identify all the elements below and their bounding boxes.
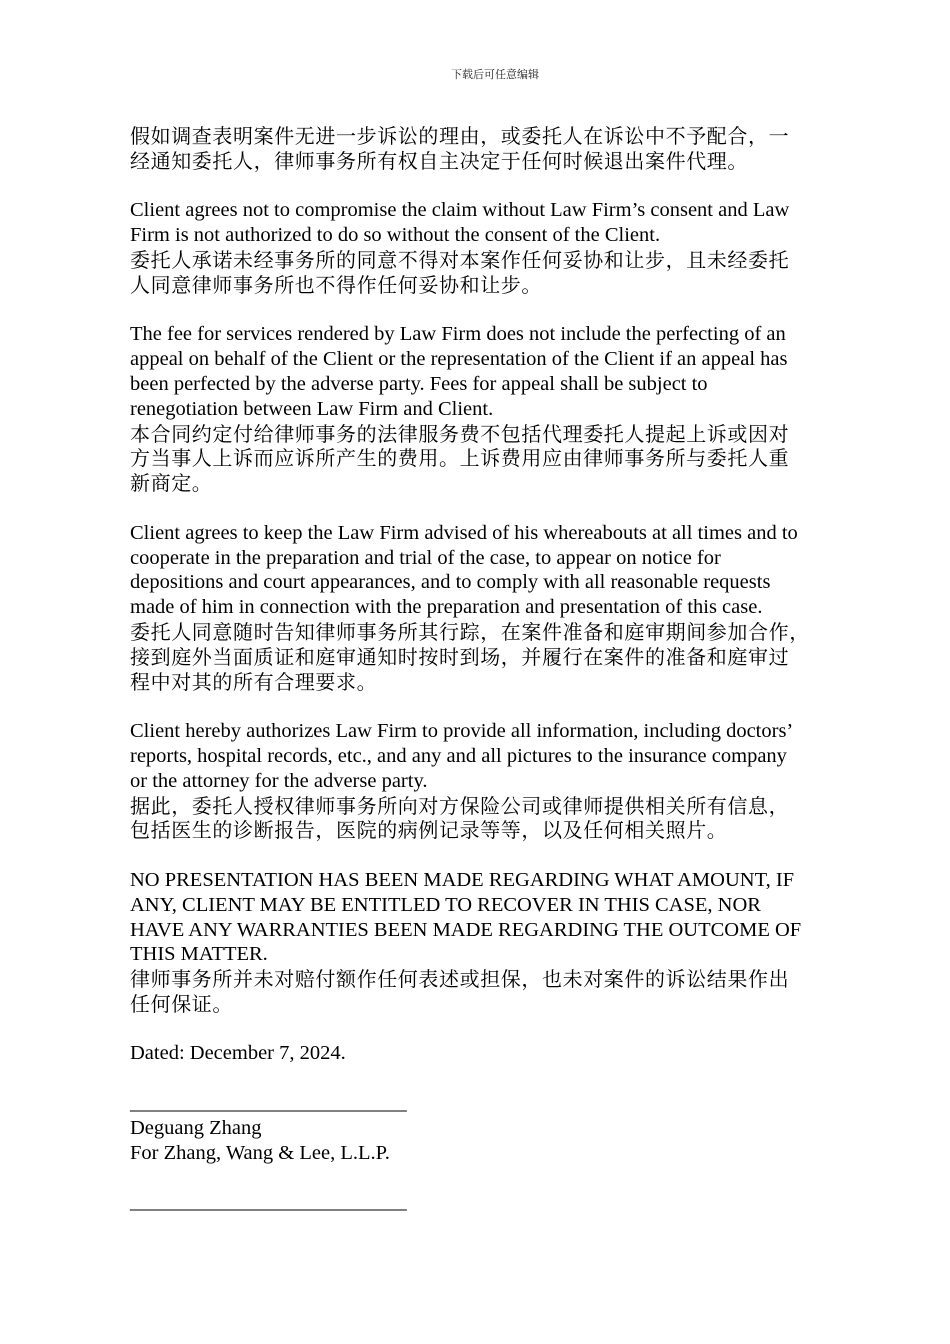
paragraph-cooperation <box>130 521 890 695</box>
text-line: 新商定。 <box>130 471 213 496</box>
document-body <box>130 124 890 1215</box>
signer-firm: For Zhang, Wang & Lee, L.L.P. <box>130 1141 390 1164</box>
second-signature-line: ___________________________ <box>130 1191 407 1214</box>
paragraph-information <box>130 719 890 843</box>
signature-block <box>130 1091 890 1165</box>
text-line: cooperate in the preparation and trial of the case, to appear on notice for <box>130 546 721 569</box>
text-line: 经通知委托人，律师事务所有权自主决定于任何时候退出案件代理。 <box>130 148 748 173</box>
text-line: 委托人承诺未经事务所的同意不得对本案作任何妥协和让步，且未经委托 <box>130 247 790 272</box>
text-line: HAVE ANY WARRANTIES BEEN MADE REGARDING THE OUTCOME OF <box>130 918 802 941</box>
paragraph-appeal-fee <box>130 322 890 496</box>
text-line: 方当事人上诉而应诉所产生的费用。上诉费用应由律师事务所与委托人重 <box>130 446 790 471</box>
text-line: appeal on behalf of the Client or the representation of the Client if an appeal has <box>130 348 788 371</box>
text-line: made of him in connection with the preparation and presentation of this case. <box>130 596 763 619</box>
text-line: Client agrees to keep the Law Firm advised of his whereabouts at all times and to <box>130 521 798 544</box>
dated-text: Dated: December 7, 2024. <box>130 1042 346 1065</box>
signer-name: Deguang Zhang <box>130 1116 262 1139</box>
paragraph-compromise <box>130 198 890 297</box>
text-line: NO PRESENTATION HAS BEEN MADE REGARDING WHAT AMOUNT, IF <box>130 868 795 891</box>
text-line: 接到庭外当面质证和庭审通知时按时到场，并履行在案件的准备和庭审过 <box>130 644 790 669</box>
text-line: renegotiation between Law Firm and Client. <box>130 397 494 420</box>
text-line: ANY, CLIENT MAY BE ENTITLED TO RECOVER IN THIS CASE, NOR <box>130 893 761 916</box>
signature-line: ___________________________ <box>130 1092 407 1115</box>
dated-line <box>130 1041 890 1066</box>
text-line: 程中对其的所有合理要求。 <box>130 669 378 694</box>
text-line: 人同意律师事务所也不得作任何妥协和让步。 <box>130 272 542 297</box>
page-header: 下载后可任意编辑 <box>451 68 539 81</box>
text-line: depositions and court appearances, and to comply with all reasonable requests <box>130 571 771 594</box>
text-line: been perfected by the adverse party. Fees for appeal shall be subject to <box>130 372 708 395</box>
text-line: 本合同约定付给律师事务的法律服务费不包括代理委托人提起上诉或因对 <box>130 421 790 446</box>
text-line: Firm is not authorized to do so without the consent of the Client. <box>130 224 661 247</box>
text-line: THIS MATTER. <box>130 943 268 966</box>
text-line: 委托人同意随时告知律师事务所其行踪，在案件准备和庭审期间参加合作， <box>130 619 810 644</box>
second-signature-block <box>130 1190 890 1215</box>
text-line: or the attorney for the adverse party. <box>130 769 428 792</box>
text-line: Client hereby authorizes Law Firm to provide all information, including doctors’ <box>130 720 794 743</box>
text-line: reports, hospital records, etc., and any and all pictures to the insurance company <box>130 744 787 767</box>
text-line: 任何保证。 <box>130 991 233 1016</box>
text-line: 律师事务所并未对赔付额作任何表述或担保，也未对案件的诉讼结果作出 <box>130 967 790 992</box>
text-line: Client agrees not to compromise the claim without Law Firm’s consent and Law <box>130 199 790 222</box>
text-line: 据此，委托人授权律师事务所向对方保险公司或律师提供相关所有信息， <box>130 793 790 818</box>
text-line: 假如调查表明案件无进一步诉讼的理由，或委托人在诉讼中不予配合，一 <box>130 124 790 148</box>
paragraph-no-warranty <box>130 868 890 1017</box>
paragraph-withdrawal <box>130 124 890 174</box>
text-line: 包括医生的诊断报告，医院的病例记录等等，以及任何相关照片。 <box>130 818 728 843</box>
text-line: The fee for services rendered by Law Firm does not include the perfecting of an <box>130 323 786 346</box>
